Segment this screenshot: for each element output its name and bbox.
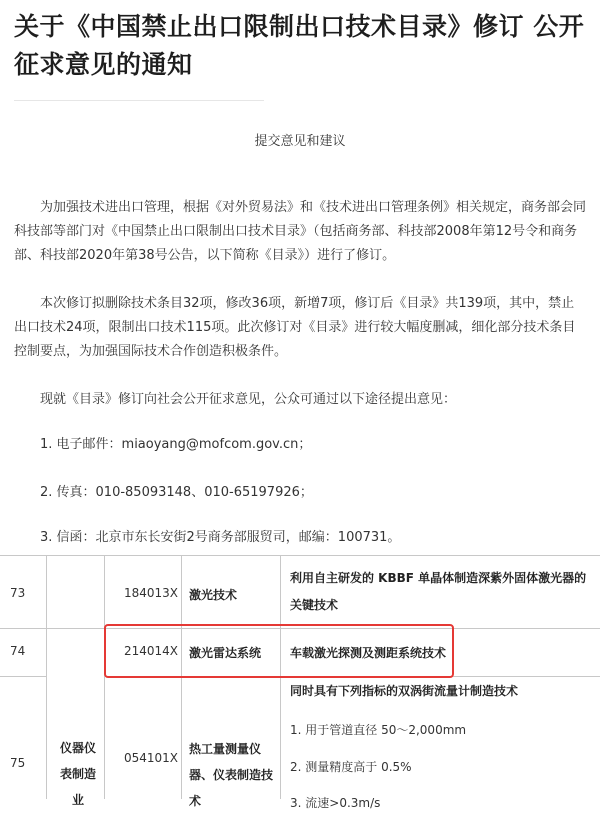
submit-feedback-heading: 提交意见和建议 [254, 134, 346, 149]
row-74-code: 214014X [124, 644, 179, 658]
row-75-description-title: 同时具有下列指标的双涡街流量计制造技术 [290, 684, 519, 698]
contact-mail: 3. 信函：北京市东长安街2号商务部服贸司，邮编：100731。 [40, 530, 401, 545]
paragraph-revision-summary: 本次修订拟删除技术条目32项，修改36项，新增7项，修订后《目录》共139项，其中，禁止出口技术24项，限制出口技术115项。此次修订对《目录》进行较大幅度删减，细化部分技术条目控制要点，为加强国际技术合作创造积极条件。 [14, 296, 576, 359]
row-75-category: 仪器仪表制造业 [59, 741, 96, 807]
paragraph-call-for-comments: 现就《目录》修订向社会公开征求意见，公众可通过以下途径提出意见： [40, 392, 457, 407]
row-75-code: 054101X [124, 751, 179, 765]
row-75-number: 75 [10, 756, 26, 770]
row-74-number: 74 [10, 644, 26, 658]
row-75-item-3: 3. 流速>0.3m/s [290, 796, 381, 810]
row-74-name: 激光雷达系统 [189, 646, 262, 660]
highlight-box [104, 624, 454, 678]
row-73-name: 激光技术 [189, 588, 238, 602]
row-73-code: 184013X [124, 586, 179, 600]
row-75-item-2: 2. 测量精度高于 0.5% [290, 760, 412, 774]
title-divider [14, 100, 264, 101]
row-75-item-1: 1. 用于管道直径 50～2,000mm [290, 723, 467, 737]
row-73-number: 73 [10, 586, 26, 600]
page-title: 关于《中国禁止出口限制出口技术目录》修订 公开征求意见的通知 [14, 12, 585, 79]
row-75-name: 热工量测量仪器、仪表制造技术 [189, 742, 274, 808]
catalog-table-excerpt [0, 555, 600, 810]
contact-email: 1. 电子邮件：miaoyang@mofcom.gov.cn； [40, 437, 312, 452]
paragraph-intro: 为加强技术进出口管理，根据《对外贸易法》和《技术进出口管理条例》相关规定，商务部会同科技部等部门对《中国禁止出口限制出口技术目录》（包括商务部、科技部2008年第12号令和商务部、科技部2020年第38号公告，以下简称《目录》）进行了修订。 [14, 200, 587, 263]
contact-fax: 2. 传真：010-85093148、010-65197926； [40, 485, 313, 500]
row-73-description: 利用自主研发的 KBBF 单晶体制造深紫外固体激光器的关键技术 [290, 571, 587, 612]
row-74-description: 车载激光探测及测距系统技术 [290, 646, 447, 660]
